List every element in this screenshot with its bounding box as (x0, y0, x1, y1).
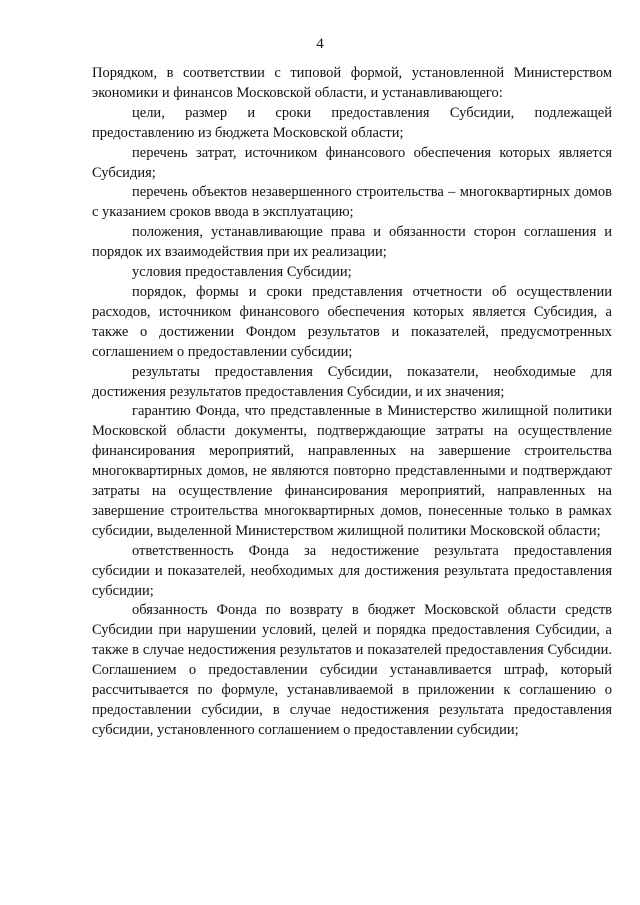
paragraph-reporting: порядок, формы и сроки представления отчетности об осуществлении расходов, источником финансового обеспечения которых является Субсидия, а также о достижении Фондом результатов и показателей, предусмотренных соглашением о предоставлении субсидии; (92, 283, 612, 360)
paragraph-costs: перечень затрат, источником финансового обеспечения которых является Субсидия; (92, 144, 612, 181)
paragraph-goals: цели, размер и сроки предоставления Субсидии, подлежащей предоставлению из бюджета Московской области; (92, 104, 612, 141)
paragraph-responsibility: ответственность Фонда за недостижение результата предоставления субсидии и показателей, необходимых для достижения результата предоставления субсидии; (92, 542, 612, 599)
paragraph-obligation: обязанность Фонда по возврату в бюджет Московской области средств Субсидии при нарушении условий, целей и порядка предоставления Субсидии, а также в случае недостижения результатов и показателей предоставления Субсидии. Соглашением о предоставлении субсидии устанавливается штраф, который рассчитывается по формуле, устанавливаемой в приложении к соглашению о предоставлении субсидии, в случае недостижения результата предоставления субсидии, установленного соглашением о предоставлении субсидии; (92, 602, 612, 738)
paragraph-conditions: условия предоставления Субсидии; (132, 264, 352, 281)
paragraph-objects: перечень объектов незавершенного строительства – многоквартирных домов с указанием сроков ввода в эксплуатацию; (92, 184, 612, 221)
paragraph-rights: положения, устанавливающие права и обязанности сторон соглашения и порядок их взаимодействия при их реализации; (92, 224, 612, 261)
page-number: 4 (316, 36, 324, 52)
paragraph-guarantee: гарантию Фонда, что представленные в Министерство жилищной политики Московской области документы, подтверждающие затраты на осуществление финансирования мероприятий, направленных на завершение строительства многоквартирных домов, не являются повторно представленными и подтверждают затраты на осуществление финансирования мероприятий, направленных на завершение строительства многоквартирных домов, понесенные только в рамках субсидии, выделенной Министерством жилищной политики Московской области; (92, 403, 612, 539)
body-text (92, 64, 612, 741)
paragraph-results: результаты предоставления Субсидии, показатели, необходимые для достижения результатов предоставления Субсидии, и их значения; (92, 363, 612, 400)
paragraph-intro: Порядком, в соответствии с типовой формой, установленной Министерством экономики и финансов Московской области, и устанавливающего: (92, 65, 612, 101)
